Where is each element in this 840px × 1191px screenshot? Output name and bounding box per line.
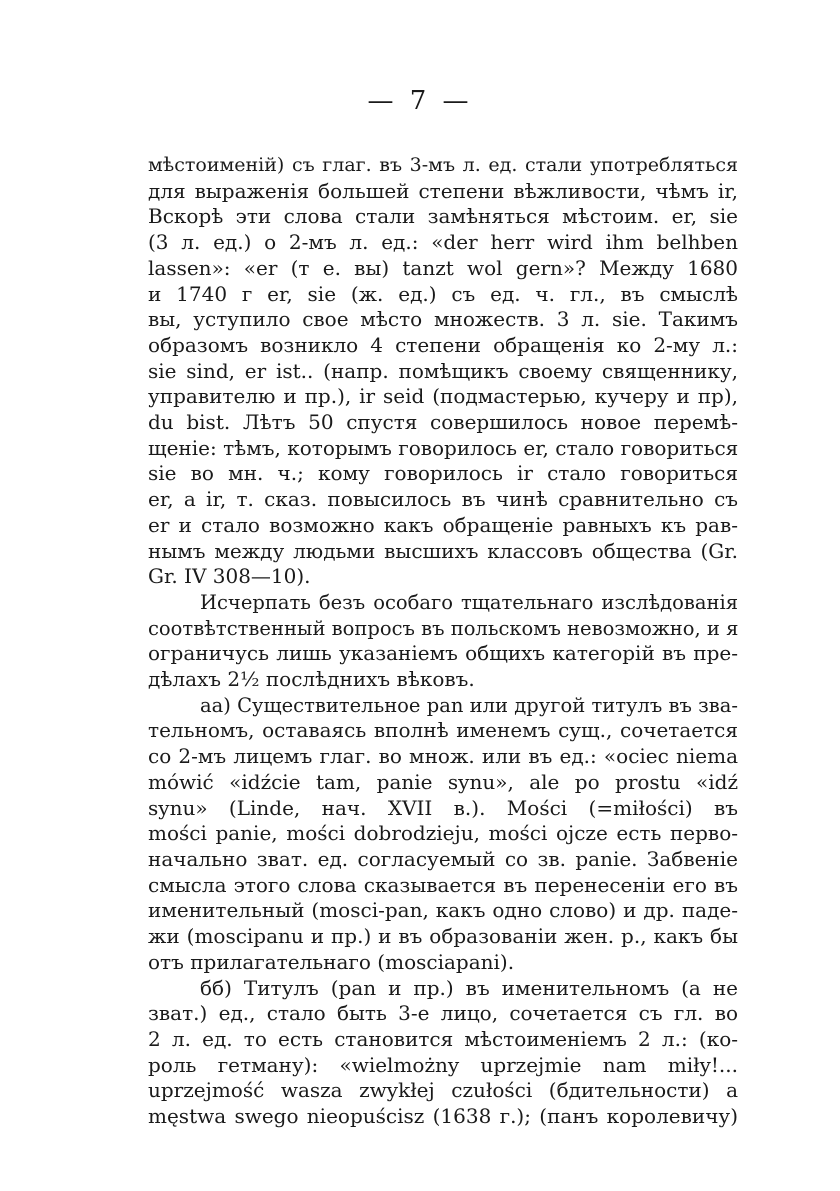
text-line: со 2-мъ лицемъ глаг. во множ. или въ ед.: «ociec niema [148, 744, 738, 769]
text-line: uprzejmość wasza zwykłej czułości (бдительности) a [148, 1078, 738, 1103]
text-line: и 1740 г er, sie (ж. ед.) съ ед. ч. гл., въ смыслѣ [148, 281, 738, 306]
text-line: дѣлахъ 2½ послѣднихъ вѣковъ. [148, 667, 475, 692]
text-line: Gr. IV 308—10). [148, 564, 311, 589]
text-line: начально зват. ед. согласуемый со зв. panie. Забвеніе [148, 846, 738, 871]
text-line: Вскорѣ эти слова стали замѣняться мѣстоим. er, sie [148, 204, 738, 229]
text-line: du bist. Лѣтъ 50 спустя совершилось новое перемѣ- [148, 410, 738, 435]
text-line: управителю и пр.), ir seid (подмастерью, кучеру и пр), [148, 384, 738, 409]
text-line: męstwa swego nieopuścisz (1638 г.); (панъ королевичу) [148, 1104, 738, 1129]
page-number: — 7 — [367, 86, 473, 116]
text-line: mości panie, mości dobrodzieju, mości ojcze есть перво- [148, 821, 738, 846]
body-text [148, 153, 738, 1130]
paragraph-4 [148, 976, 738, 1130]
text-line: mówić «idźcie tam, panie synu», ale po prostu «idź [148, 769, 738, 794]
text-line: тельномъ, оставаясь вполнѣ именемъ сущ., сочетается [148, 718, 738, 743]
text-line: er, a ir, т. сказ. повысилось въ чинѣ сравнительно съ [148, 487, 738, 512]
text-line: смысла этого слова сказывается въ перенесеніи его въ [148, 872, 738, 897]
text-line: (3 л. ед.) о 2-мъ л. ед.: «der herr wird ihm belhben [148, 230, 738, 255]
text-line: жи (moscipanu и пр.) и въ образованіи жен. р., какъ бы [148, 924, 738, 949]
paragraph-1 [148, 153, 738, 590]
text-line: нымъ между людьми высшихъ классовъ общества (Gr. [148, 538, 738, 563]
text-line: ограничусь лишь указаніемъ общихъ категорій въ пре- [148, 641, 738, 666]
text-line: er и стало возможно какъ обращеніе равныхъ къ рав- [148, 512, 738, 537]
text-line: роль гетману): «wielmożny uprzejmie nam miły!... [148, 1052, 738, 1077]
text-line: образомъ возникло 4 степени обращенія ко 2-му л.: [148, 332, 738, 357]
text-line: щеніе: тѣмъ, которымъ говорилось er, стало говориться [148, 435, 738, 460]
text-line: бб) Титулъ (pan и пр.) въ именительномъ (а не [200, 975, 738, 1000]
text-line: synu» (Linde, нач. XVII в.). Mości (=miłości) въ [148, 795, 738, 820]
text-line: sie sind, er ist.. (напр. помѣщикъ своему священнику, [148, 358, 738, 383]
paragraph-3 [148, 693, 738, 976]
text-line: отъ прилагательнаго (mosciapani). [148, 949, 515, 974]
text-line: sie во мн. ч.; кому говорилось ir стало говориться [148, 461, 738, 486]
text-line: для выраженія большей степени вѣжливости, чѣмъ ir, [148, 178, 738, 203]
text-line: lassen»: «er (т е. вы) tanzt wol gern»? Между 1680 [148, 255, 738, 280]
paragraph-2 [148, 590, 738, 693]
text-line: именительный (mosci-pan, какъ одно слово) и др. паде- [148, 898, 738, 923]
text-line: 2 л. ед. то есть становится мѣстоименіемъ 2 л.: (ко- [148, 1026, 738, 1051]
text-line: соотвѣтственный вопросъ въ польскомъ невозможно, и я [148, 616, 738, 640]
text-line: зват.) ед., стало быть 3-е лицо, сочетается съ гл. во [148, 1001, 738, 1026]
text-line: Исчерпать безъ особаго тщательнаго изслѣдованія [200, 590, 738, 614]
text-line: аа) Существительное pan или другой титулъ въ зва- [200, 693, 738, 717]
text-line: мѣстоименій) съ глаг. въ 3-мъ л. ед. стали употребляться [148, 154, 738, 176]
text-line: вы, уступило свое мѣсто множеств. 3 л. sie. Такимъ [148, 307, 738, 332]
